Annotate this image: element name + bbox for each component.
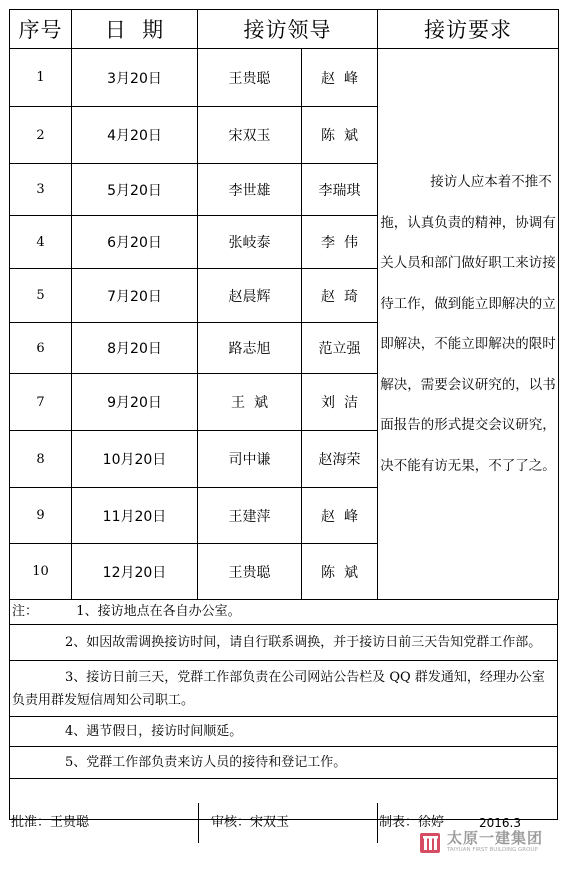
note-1 — [10, 600, 557, 625]
note-4: 4、遇节假日，接访时间顺延。 — [10, 717, 557, 747]
header-seq: 序号 — [10, 10, 72, 49]
header-requirement: 接访要求 — [378, 10, 559, 49]
row-leader: 宋双玉 — [198, 107, 302, 164]
row-number: 4 — [10, 216, 72, 269]
note-5: 5、党群工作部负责来访人员的接待和登记工作。 — [10, 747, 557, 779]
company-logo — [417, 826, 560, 859]
row-number: 7 — [10, 374, 72, 431]
row-leader: 王贵聪 — [198, 544, 302, 600]
row-number: 8 — [10, 431, 72, 488]
row-deputy: 范立强 — [302, 323, 378, 374]
row-number: 5 — [10, 269, 72, 323]
row-number: 6 — [10, 323, 72, 374]
row-date: 4月20日 — [72, 107, 198, 164]
row-date: 6月20日 — [72, 216, 198, 269]
row-date: 11月20日 — [72, 488, 198, 544]
made-date: 2016.3 — [479, 816, 521, 830]
row-deputy: 赵 琦 — [302, 269, 378, 323]
row-number: 10 — [10, 544, 72, 600]
row-deputy: 陈 斌 — [302, 107, 378, 164]
table-row — [10, 49, 559, 107]
approve-label: 批准：王贵聪 — [11, 815, 90, 830]
logo-en: TAIYUAN FIRST BUILDING GROUP — [447, 847, 538, 854]
row-date: 9月20日 — [72, 374, 198, 431]
document-sheet — [9, 9, 558, 848]
footer-divider-2 — [377, 803, 378, 843]
note-2: 2、如因故需调换接访时间，请自行联系调换，并于接访日前三天告知党群工作部。 — [10, 625, 557, 661]
row-date: 3月20日 — [72, 49, 198, 107]
header-date: 日 期 — [72, 10, 198, 49]
row-date: 5月20日 — [72, 164, 198, 216]
row-number: 3 — [10, 164, 72, 216]
footer-divider-1 — [198, 803, 199, 843]
notes-label: 注： — [12, 604, 39, 619]
row-deputy: 陈 斌 — [302, 544, 378, 600]
notes-section — [9, 600, 558, 820]
maker-label: 制表：徐婷 — [379, 815, 445, 830]
row-deputy: 赵海荣 — [302, 431, 378, 488]
row-number: 9 — [10, 488, 72, 544]
logo-cn: 太原一建集团 — [447, 829, 544, 848]
schedule-table — [9, 9, 559, 600]
logo-text — [447, 831, 543, 854]
note-3: 3、接访日前三天，党群工作部负责在公司网站公告栏及 QQ 群发通知，经理办公室负责用群发短信周知公司职工。 — [10, 661, 557, 717]
row-leader: 王建萍 — [198, 488, 302, 544]
row-leader: 张岐泰 — [198, 216, 302, 269]
row-deputy: 李 伟 — [302, 216, 378, 269]
row-leader: 路志旭 — [198, 323, 302, 374]
row-deputy: 李瑞琪 — [302, 164, 378, 216]
requirement-text: 接访人应本着不推不拖，认真负责的精神，协调有关人员和部门做好职工来访接待工作，做到能立即解决的立即解决，不能立即解决的限时解决，需要会议研究的，以书面报告的形式提交会议研究，决不能有访无果，不了了之。 — [380, 174, 556, 474]
row-leader: 司中谦 — [198, 431, 302, 488]
review-label: 审核：宋双玉 — [211, 815, 290, 830]
row-date: 12月20日 — [72, 544, 198, 600]
logo-mark-icon — [417, 830, 443, 856]
row-leader: 王贵聪 — [198, 49, 302, 107]
note-1-text: 1、接访地点在各自办公室。 — [76, 604, 241, 619]
row-deputy: 刘 洁 — [302, 374, 378, 431]
row-deputy: 赵 峰 — [302, 49, 378, 107]
row-date: 10月20日 — [72, 431, 198, 488]
header-leader: 接访领导 — [198, 10, 378, 49]
requirement-cell — [378, 49, 559, 600]
table-header — [10, 10, 559, 49]
row-number: 2 — [10, 107, 72, 164]
row-date: 7月20日 — [72, 269, 198, 323]
row-number: 1 — [10, 49, 72, 107]
row-date: 8月20日 — [72, 323, 198, 374]
row-deputy: 赵 峰 — [302, 488, 378, 544]
row-leader: 王 斌 — [198, 374, 302, 431]
row-leader: 赵晨辉 — [198, 269, 302, 323]
row-leader: 李世雄 — [198, 164, 302, 216]
